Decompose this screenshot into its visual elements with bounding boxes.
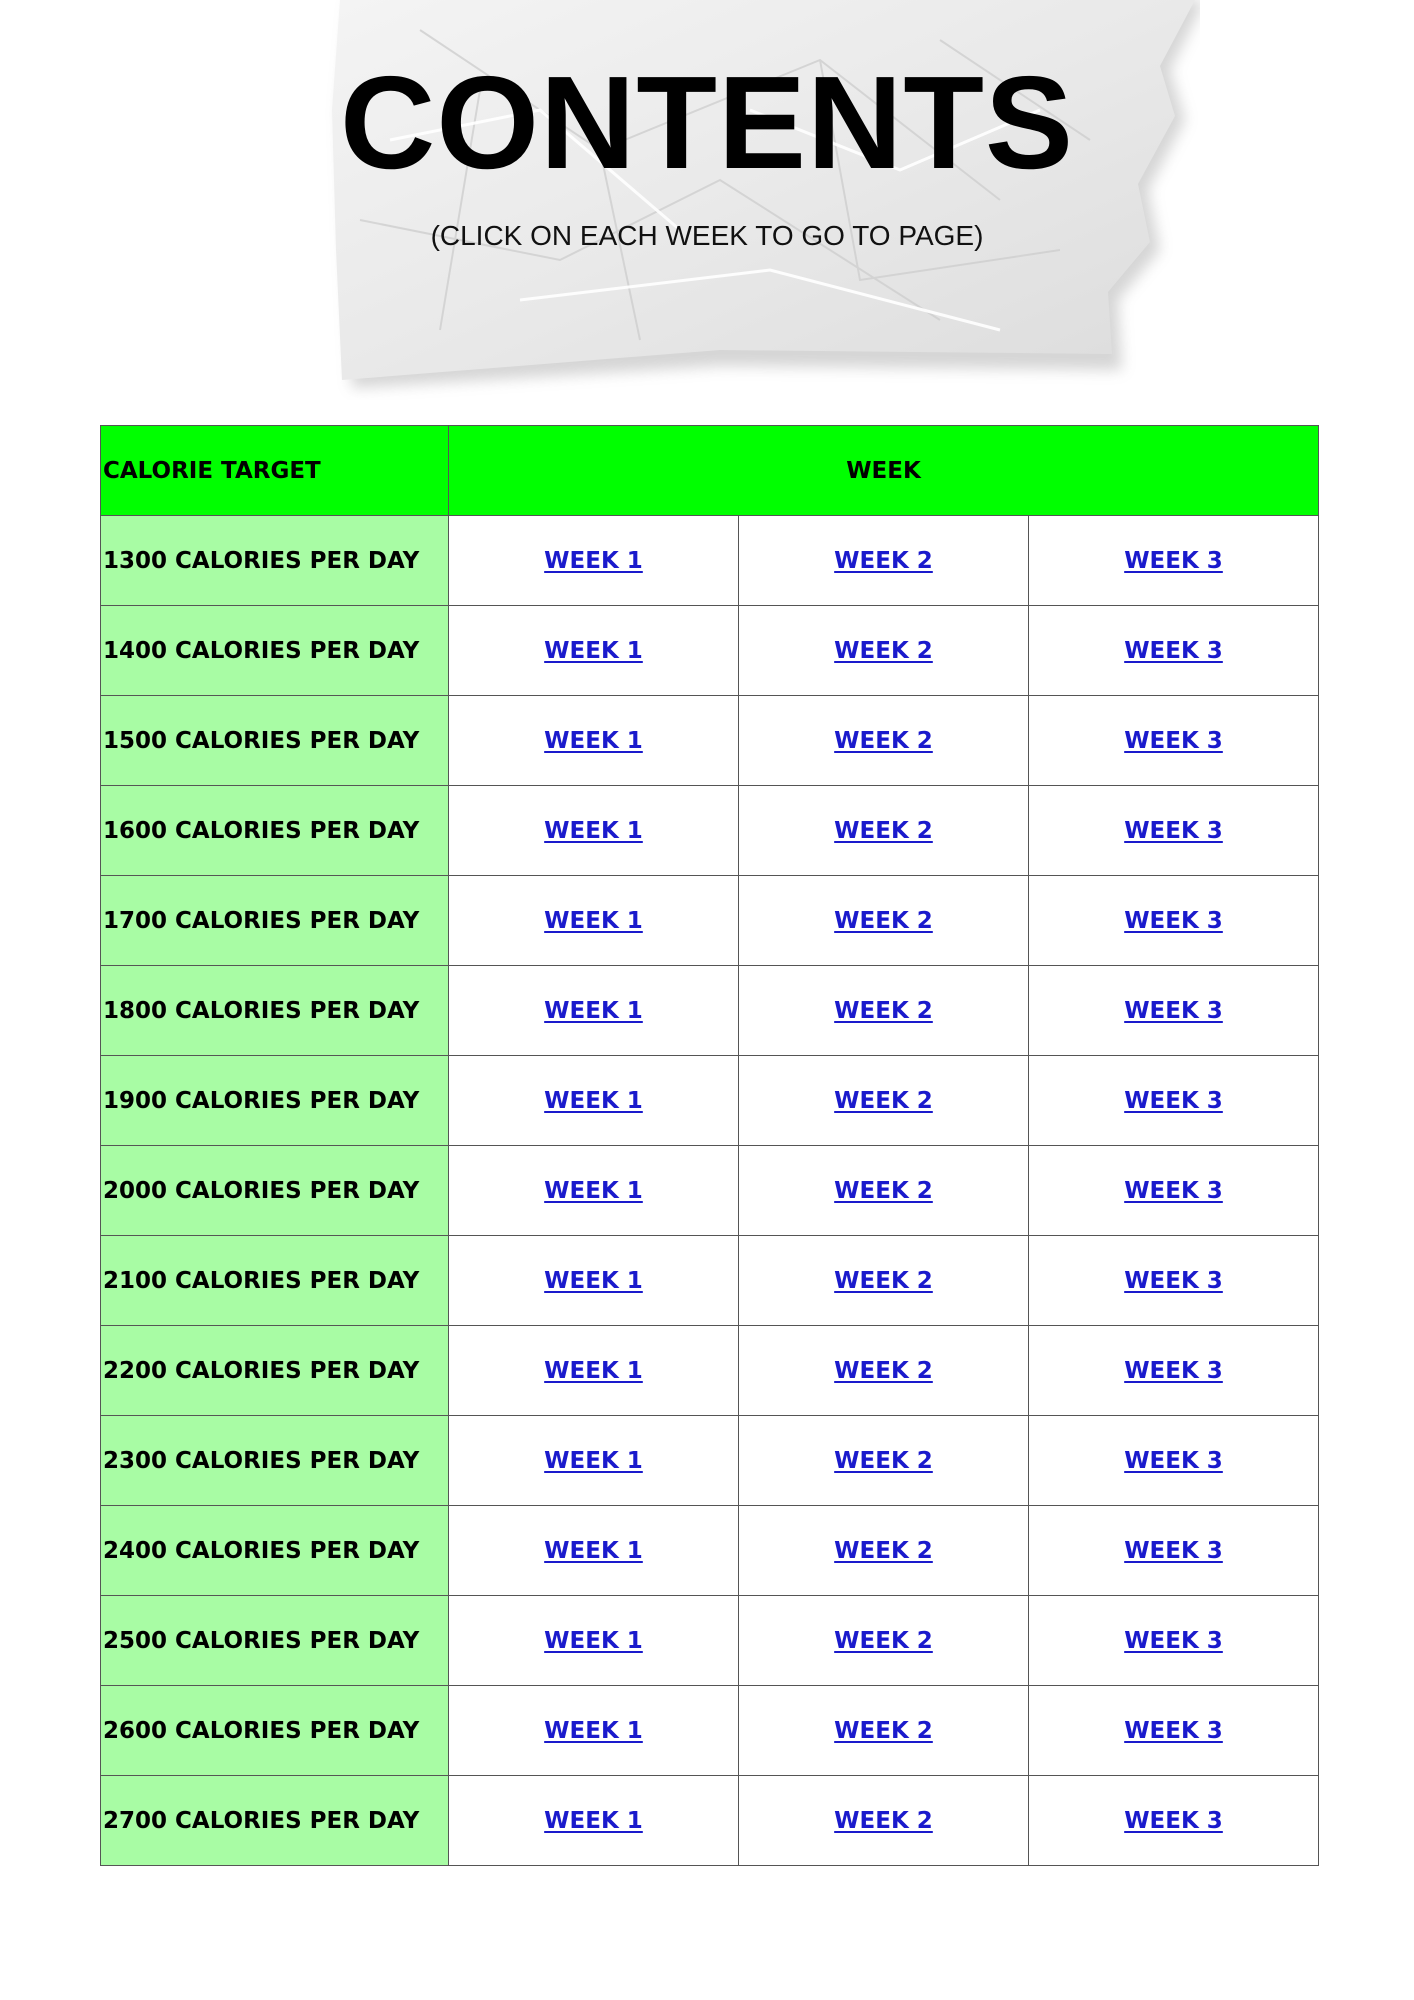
week-1-cell [449,1236,739,1326]
table-row [101,1236,1319,1326]
calorie-target-cell: 1900 CALORIES PER DAY [101,1056,449,1146]
week-2-link[interactable]: WEEK 2 [834,1267,933,1294]
week-1-link[interactable]: WEEK 1 [544,1267,643,1294]
week-2-cell [739,876,1029,966]
calorie-target-cell: 1600 CALORIES PER DAY [101,786,449,876]
week-3-cell [1029,1506,1319,1596]
calorie-target-cell: 1300 CALORIES PER DAY [101,516,449,606]
week-1-link[interactable]: WEEK 1 [544,727,643,754]
week-1-cell [449,1596,739,1686]
table-row [101,1596,1319,1686]
week-1-link[interactable]: WEEK 1 [544,1537,643,1564]
week-1-cell [449,966,739,1056]
week-2-link[interactable]: WEEK 2 [834,547,933,574]
calorie-target-cell: 1400 CALORIES PER DAY [101,606,449,696]
week-2-link[interactable]: WEEK 2 [834,1627,933,1654]
week-1-cell [449,1146,739,1236]
week-3-link[interactable]: WEEK 3 [1124,1807,1223,1834]
table-row [101,786,1319,876]
week-3-cell [1029,786,1319,876]
table-row [101,606,1319,696]
calorie-target-cell: 2200 CALORIES PER DAY [101,1326,449,1416]
week-3-cell [1029,516,1319,606]
week-3-link[interactable]: WEEK 3 [1124,1357,1223,1384]
page-subtitle: (CLICK ON EACH WEEK TO GO TO PAGE) [430,220,984,251]
week-2-link[interactable]: WEEK 2 [834,997,933,1024]
calorie-target-cell: 2300 CALORIES PER DAY [101,1416,449,1506]
week-2-cell [739,1416,1029,1506]
table-row [101,696,1319,786]
week-2-link[interactable]: WEEK 2 [834,907,933,934]
calorie-target-cell: 1800 CALORIES PER DAY [101,966,449,1056]
week-1-link[interactable]: WEEK 1 [544,547,643,574]
week-3-link[interactable]: WEEK 3 [1124,547,1223,574]
table-row [101,1326,1319,1416]
week-1-link[interactable]: WEEK 1 [544,907,643,934]
table-row [101,1056,1319,1146]
week-3-link[interactable]: WEEK 3 [1124,1267,1223,1294]
week-1-link[interactable]: WEEK 1 [544,817,643,844]
week-2-link[interactable]: WEEK 2 [834,1537,933,1564]
week-2-cell [739,606,1029,696]
week-2-cell [739,966,1029,1056]
week-2-link[interactable]: WEEK 2 [834,1717,933,1744]
week-2-link[interactable]: WEEK 2 [834,1087,933,1114]
week-1-link[interactable]: WEEK 1 [544,1807,643,1834]
week-header: WEEK [449,426,1319,516]
week-2-cell [739,516,1029,606]
week-2-link[interactable]: WEEK 2 [834,637,933,664]
week-1-cell [449,516,739,606]
week-1-link[interactable]: WEEK 1 [544,1627,643,1654]
week-1-link[interactable]: WEEK 1 [544,1177,643,1204]
calorie-target-cell: 2600 CALORIES PER DAY [101,1686,449,1776]
week-2-link[interactable]: WEEK 2 [834,1177,933,1204]
week-3-link[interactable]: WEEK 3 [1124,637,1223,664]
table-row [101,1146,1319,1236]
week-2-link[interactable]: WEEK 2 [834,817,933,844]
week-1-cell [449,1326,739,1416]
page-title: CONTENTS [340,49,1074,196]
week-2-cell [739,1326,1029,1416]
table-row [101,876,1319,966]
week-1-link[interactable]: WEEK 1 [544,1717,643,1744]
week-3-link[interactable]: WEEK 3 [1124,1177,1223,1204]
week-2-link[interactable]: WEEK 2 [834,1357,933,1384]
week-3-link[interactable]: WEEK 3 [1124,1087,1223,1114]
week-1-cell [449,606,739,696]
week-3-cell [1029,1236,1319,1326]
week-3-link[interactable]: WEEK 3 [1124,1717,1223,1744]
week-1-link[interactable]: WEEK 1 [544,637,643,664]
week-3-cell [1029,1056,1319,1146]
week-3-cell [1029,1686,1319,1776]
week-2-cell [739,1776,1029,1866]
week-1-cell [449,1686,739,1776]
week-2-cell [739,1236,1029,1326]
table-row [101,1416,1319,1506]
week-2-cell [739,1506,1029,1596]
calorie-target-cell: 1500 CALORIES PER DAY [101,696,449,786]
week-3-cell [1029,876,1319,966]
week-3-link[interactable]: WEEK 3 [1124,1627,1223,1654]
week-3-link[interactable]: WEEK 3 [1124,1447,1223,1474]
week-2-cell [739,1146,1029,1236]
week-1-cell [449,1776,739,1866]
week-2-link[interactable]: WEEK 2 [834,727,933,754]
week-1-link[interactable]: WEEK 1 [544,997,643,1024]
calorie-target-header: CALORIE TARGET [101,426,449,516]
week-1-link[interactable]: WEEK 1 [544,1447,643,1474]
calorie-target-cell: 2000 CALORIES PER DAY [101,1146,449,1236]
week-1-cell [449,1506,739,1596]
week-2-cell [739,1596,1029,1686]
calorie-target-cell: 2500 CALORIES PER DAY [101,1596,449,1686]
week-3-cell [1029,1776,1319,1866]
week-1-cell [449,696,739,786]
table-row [101,1686,1319,1776]
week-1-cell [449,1416,739,1506]
contents-table [100,425,1319,1866]
week-2-link[interactable]: WEEK 2 [834,1807,933,1834]
week-3-cell [1029,1146,1319,1236]
week-3-link[interactable]: WEEK 3 [1124,997,1223,1024]
calorie-target-cell: 2700 CALORIES PER DAY [101,1776,449,1866]
table-header-row [101,426,1319,516]
table-row [101,1506,1319,1596]
week-3-cell [1029,1326,1319,1416]
table-row [101,516,1319,606]
week-1-link[interactable]: WEEK 1 [544,1357,643,1384]
week-1-cell [449,876,739,966]
week-1-link[interactable]: WEEK 1 [544,1087,643,1114]
week-2-cell [739,696,1029,786]
week-2-cell [739,1686,1029,1776]
table-row [101,966,1319,1056]
week-3-cell [1029,1596,1319,1686]
week-3-link[interactable]: WEEK 3 [1124,817,1223,844]
table-row [101,1776,1319,1866]
week-3-cell [1029,966,1319,1056]
week-3-link[interactable]: WEEK 3 [1124,727,1223,754]
week-3-cell [1029,1416,1319,1506]
week-1-cell [449,1056,739,1146]
week-3-cell [1029,696,1319,786]
week-2-cell [739,786,1029,876]
calorie-target-cell: 2400 CALORIES PER DAY [101,1506,449,1596]
week-3-link[interactable]: WEEK 3 [1124,1537,1223,1564]
week-2-cell [739,1056,1029,1146]
week-2-link[interactable]: WEEK 2 [834,1447,933,1474]
calorie-target-cell: 1700 CALORIES PER DAY [101,876,449,966]
week-3-link[interactable]: WEEK 3 [1124,907,1223,934]
week-1-cell [449,786,739,876]
week-3-cell [1029,606,1319,696]
calorie-target-cell: 2100 CALORIES PER DAY [101,1236,449,1326]
